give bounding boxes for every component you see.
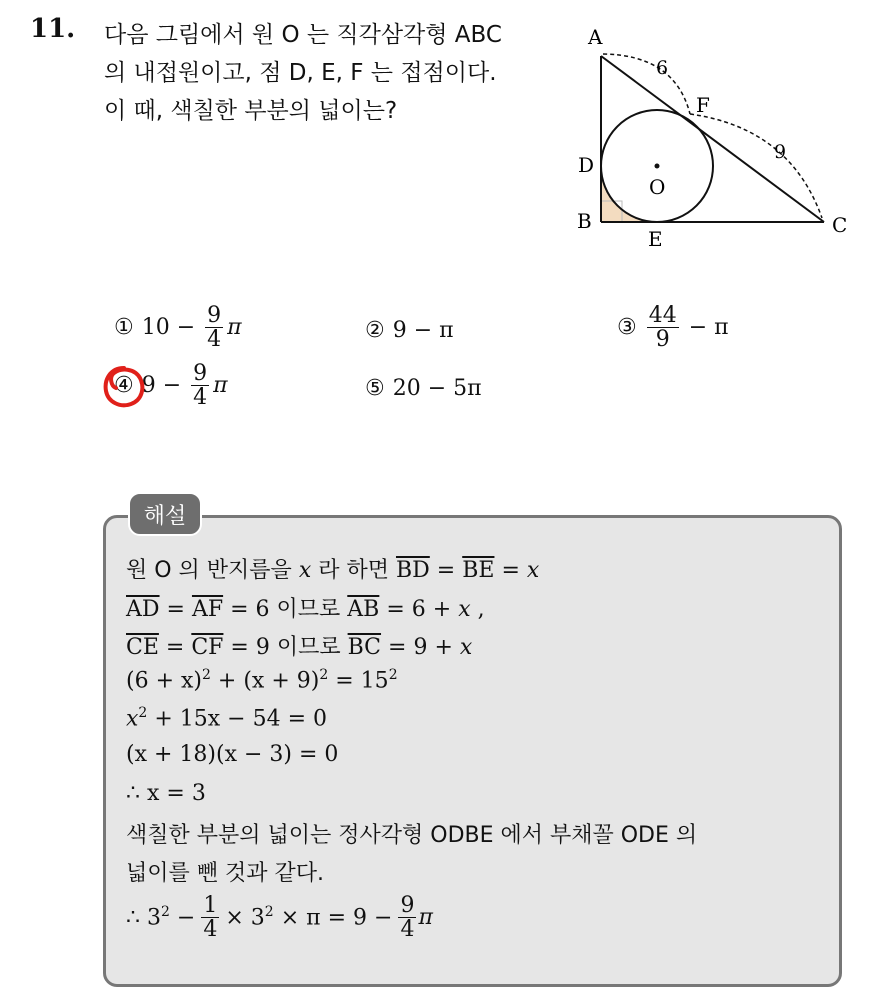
fraction: $\frac{9}{4}$ <box>207 303 222 353</box>
choice-text: 9 − <box>141 373 182 399</box>
fraction: $\frac{1}{4}$ <box>203 893 218 943</box>
length-af: 6 <box>656 57 669 79</box>
choice-2[interactable] <box>365 318 454 343</box>
solution-line-9: 넓이를 뺀 것과 같다. <box>126 861 324 886</box>
label-e: E <box>648 227 663 250</box>
label-b: B <box>577 209 592 233</box>
choice-1[interactable] <box>114 304 242 351</box>
choice-number: ④ <box>114 373 134 399</box>
label-f: F <box>696 93 710 117</box>
choice-text: π <box>227 315 242 341</box>
choice-text: 10 − <box>141 315 196 341</box>
fraction: $\frac{44}{9}$ <box>648 303 677 353</box>
fraction: $\frac{9}{4}$ <box>400 893 415 943</box>
choice-number: ② <box>365 318 385 343</box>
choice-text: 9 − π <box>392 318 454 343</box>
solution-line-2: $\overline{AD} = \overline{AF} = 6$ 이므로 $\overline{AB} = 6 + x$ , <box>126 597 485 622</box>
solution-badge: 해설 <box>128 492 202 536</box>
choice-number: ③ <box>617 315 637 341</box>
choice-text: 20 − 5π <box>392 376 482 401</box>
label-c: C <box>832 213 848 237</box>
solution-line-7: ∴ x = 3 <box>126 781 206 806</box>
choice-3[interactable] <box>617 304 729 351</box>
arc-af <box>603 54 690 114</box>
solution-line-1: 원 O 의 반지름을 x 라 하면 $\overline{BD} = \overline{BE} = x$ <box>126 558 540 583</box>
arc-fc <box>690 114 822 218</box>
question-number: 11. <box>30 14 76 44</box>
question-text-line-3: 이 때, 색칠한 부분의 넓이는? <box>104 98 398 124</box>
length-fc: 9 <box>774 141 787 163</box>
answer-circle-mark <box>102 364 148 410</box>
side-ac <box>601 56 824 222</box>
question-text-line-2: 의 내접원이고, 점 D, E, F 는 접점이다. <box>104 60 497 86</box>
choice-5[interactable] <box>365 376 482 401</box>
solution-line-4: $(6 + x)^2 + (x + 9)^2 = 15^2$ <box>126 667 398 694</box>
choice-text: π <box>213 373 228 399</box>
solution-line-5: $x^2 + 15x - 54 = 0$ <box>126 705 327 732</box>
choice-number: ① <box>114 315 134 341</box>
choice-number: ⑤ <box>365 376 385 401</box>
question-text-line-1: 다음 그림에서 원 O 는 직각삼각형 ABC <box>104 22 502 48</box>
solution-line-6: (x + 18)(x − 3) = 0 <box>126 742 339 767</box>
solution-line-10: ∴ $3^2$ − $\frac{1}{4}$ × $3^2 \times \pi = 9$ − $\frac{9}{4}$ π <box>126 893 433 943</box>
solution-line-3: $\overline{CE} = \overline{CF} = 9$ 이므로 $\overline{BC} = 9 + x$ <box>126 635 473 660</box>
choice-text: − π <box>688 315 729 341</box>
fraction: $\frac{9}{4}$ <box>193 361 208 411</box>
label-o: O <box>649 175 666 199</box>
label-a: A <box>588 25 603 49</box>
solution-line-8: 색칠한 부분의 넓이는 정사각형 ODBE 에서 부채꼴 ODE 의 <box>126 823 698 848</box>
label-d: D <box>578 153 595 177</box>
triangle-figure <box>560 20 860 250</box>
center-dot <box>655 164 660 169</box>
